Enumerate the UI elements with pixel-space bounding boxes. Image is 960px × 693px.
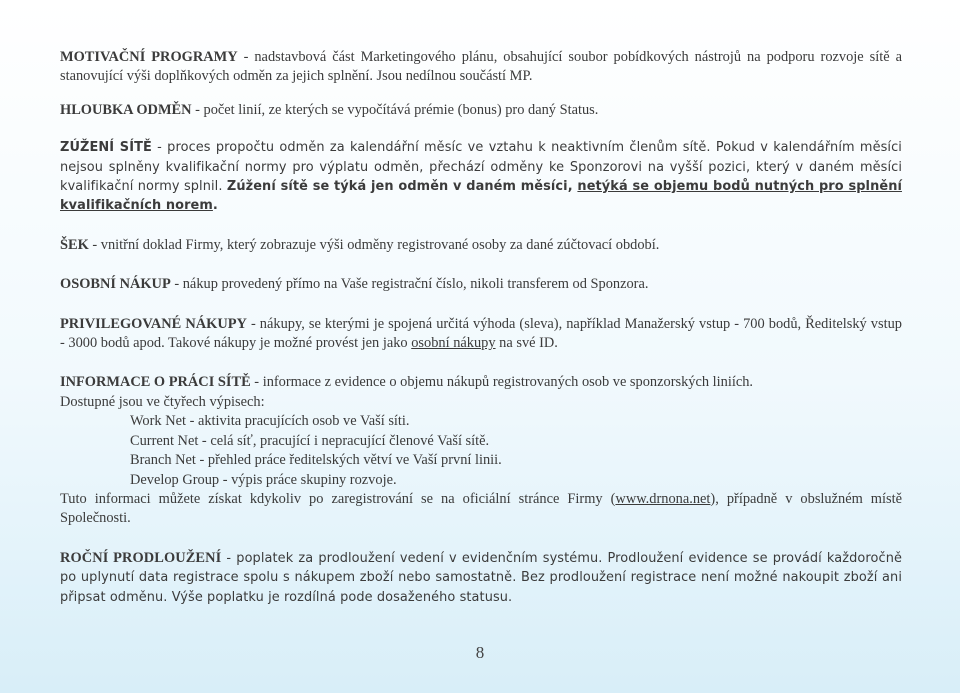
list-item-work-net: Work Net - aktivita pracujících osob ve Vaší síti. bbox=[130, 413, 410, 430]
entry-term: OSOBNÍ NÁKUP bbox=[60, 276, 171, 293]
rocni-prodlouzeni-entry bbox=[60, 549, 902, 607]
sek-entry bbox=[60, 236, 902, 255]
informace-outro bbox=[60, 490, 902, 529]
drnona-website-link[interactable]: www.drnona.net bbox=[615, 490, 711, 507]
entry-term: ROČNÍ PRODLOUŽENÍ bbox=[60, 549, 222, 566]
entry-term: MOTIVAČNÍ PROGRAMY bbox=[60, 49, 238, 65]
privilegovane-nakupy-entry bbox=[60, 315, 902, 354]
zuzeni-site-entry bbox=[60, 138, 902, 216]
entry-bold-text: Zúžení sítě se týká jen odměn v daném měsíci, bbox=[226, 179, 578, 195]
entry-bold-end: . bbox=[212, 198, 218, 214]
entry-text: - nadstavbová část Marketingového plánu, obsahující soubor pobídkových nástrojů na podporu rozvoje sítě a stanovující výši doplňkových odměn za jejich splnění. Jsou nedílnou součástí MP. bbox=[60, 49, 903, 85]
motivacni-programy-entry bbox=[60, 48, 902, 87]
entry-text-end: na své ID. bbox=[495, 335, 558, 352]
entry-bold-underlined-text: netýká se objemu bodů nutných pro splnění kvalifikačních norem bbox=[60, 179, 902, 214]
informace-intro: Dostupné jsou ve čtyřech výpisech: bbox=[60, 393, 265, 410]
informace-heading-line bbox=[60, 373, 902, 392]
entry-text: - nákup provedený přímo na Vaše registrační číslo, nikoli transferem od Sponzora. bbox=[170, 276, 649, 293]
entry-text: - nákupy, se kterými je spojená určitá výhoda (sleva), například Manažerský vstup - 700 bodů, Ředitelský vstup - 3000 bodů apod. Takové nákupy je možné provést jen jako bbox=[60, 315, 902, 352]
entry-text: - poplatek za prodloužení vedení v evidenčním systému. Prodloužení evidence se provádí každoročně po uplynutí data registrace spolu s nákupem zboží nebo samostatně. Bez prodloužení registrace není možné nakoupit zboží ani připsat odměnu. Výše poplatku je rozdílná pode dosaženého statusu. bbox=[60, 550, 902, 605]
entry-term: ŠEK bbox=[60, 236, 89, 253]
entry-text: - proces propočtu odměn za kalendářní měsíc ve vztahu k neaktivním členům sítě. Pokud v kalendářním měsíci nejsou splněny kvalifikační normy pro výplatu odměn, přechází odměny ke Sponzorovi na vyšší pozici, který v daném měsíci kvalifikační normy splnil. bbox=[60, 140, 902, 195]
osobni-nakupy-link[interactable]: osobní nákupy bbox=[411, 335, 496, 352]
glossary-content bbox=[60, 48, 902, 607]
osobni-nakup-entry bbox=[60, 275, 902, 294]
hloubka-odmen-entry bbox=[60, 101, 902, 120]
outro-text: Tuto informaci můžete získat kdykoliv po zaregistrování se na oficiální stránce Firmy ( bbox=[60, 490, 616, 507]
page-number: 8 bbox=[475, 643, 485, 662]
entry-term: PRIVILEGOVANÉ NÁKUPY bbox=[60, 315, 247, 332]
entry-term: ZÚŽENÍ SÍTĚ bbox=[60, 140, 152, 156]
entry-text: - informace z evidence o objemu nákupů registrovaných osob ve sponzorských liniích. bbox=[250, 374, 754, 391]
list-item-develop-group: Develop Group - výpis práce skupiny rozvoje. bbox=[130, 471, 397, 488]
list-item-current-net: Current Net - celá síť, pracující i nepracující členové Vaší sítě. bbox=[130, 432, 490, 449]
entry-term: HLOUBKA ODMĚN bbox=[60, 101, 192, 118]
informace-o-praci-site-entry bbox=[60, 373, 902, 528]
entry-text: - počet linií, ze kterých se vypočítává prémie (bonus) pro daný Status. bbox=[191, 101, 599, 118]
outro-text-end: ), případně v obslužném místě Společnosti. bbox=[60, 490, 902, 527]
list-item-branch-net: Branch Net - přehled práce ředitelských větví ve Vaší první linii. bbox=[130, 452, 502, 469]
entry-text: - vnitřní doklad Firmy, který zobrazuje výši odměny registrované osoby za dané zúčtovací období. bbox=[88, 236, 660, 253]
entry-term: INFORMACE O PRÁCI SÍTĚ bbox=[60, 374, 251, 391]
